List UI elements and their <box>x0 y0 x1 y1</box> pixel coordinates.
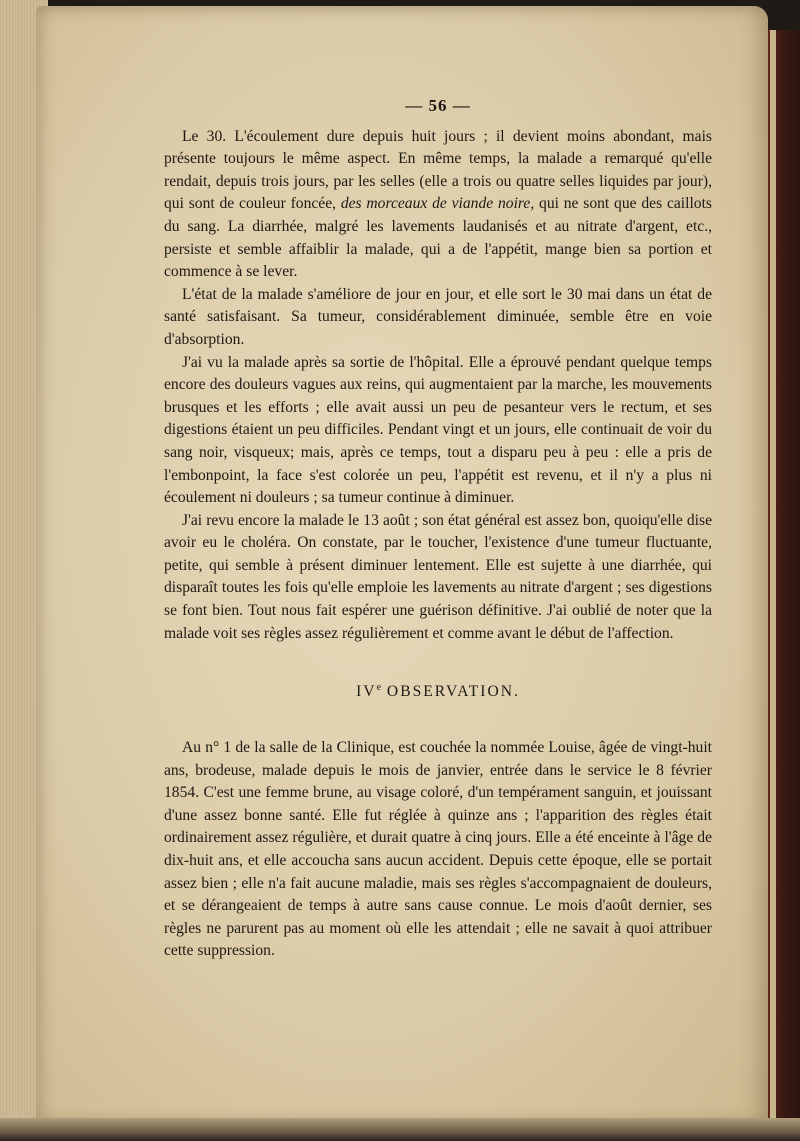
book-cover-edge <box>766 30 800 1120</box>
section-title <box>164 677 712 704</box>
page-number: — 56 — <box>405 96 471 115</box>
cover-stripe <box>770 30 776 1120</box>
paragraph-4: J'ai revu encore la malade le 13 août ; son état général est assez bon, quoiqu'elle dise avoir eu le choléra. On constate, par le toucher, l'existence d'une tumeur fluctuante, petite, qui semble à présent diminuer lentement. Elle est sujette à une diarrhée, qui disparaît toutes les fois qu'elle emploie les lavements au nitrate d'argent ; ses digestions se font bien. Tout nous fait espérer une guérison définitive. J'ai oublié de noter que la malade voit ses règles assez régulièrement et comme avant le début de l'affection. <box>164 511 712 642</box>
paragraph-1-italic: des morceaux de viande noire, <box>340 195 535 213</box>
observation-paragraph: Au n° 1 de la salle de la Clinique, est couchée la nommée Louise, âgée de vingt-huit ans, brodeuse, malade depuis le mois de janvier, entrée dans le service le 8 février 1854. C'est une femme brune, au visage coloré, d'un tempérament sanguin, et jouissant d'une assez bonne santé. Elle fut réglée à quinze ans ; l'apparition des règles était ordinairement assez régulière, et durait quatre à cinq jours. Elle a été enceinte à l'âge de dix-huit ans, et elle accoucha sans aucun accident. Depuis cette époque, elle se portait assez bien ; elle n'a fait aucune maladie, mais ses règles s'accompagnaient de douleurs, et se dérangeaient de temps à autre sans cause connue. Le mois d'août dernier, ses règles ne parurent pas au moment où elle les attendait ; elle ne savait à quoi attribuer cette suppression. <box>164 739 712 960</box>
paragraph-1-start: Le 30. L'écoulement dure depuis huit jours ; il devient moins abondant, mais présente toujours le même aspect. En même temps, la malade a remarqué qu'elle rendait, depuis trois jours, par les selles (elle a trois ou quatre selles liquides par jour), qui sont de couleur foncée, <box>164 127 712 213</box>
paragraph-2: L'état de la malade s'améliore de jour en jour, et elle sort le 30 mai dans un état de santé satisfaisant. Sa tumeur, considérablement diminuée, semble être en voie d'absorption. <box>164 285 712 348</box>
section-title-word: OBSERVATION. <box>381 683 520 701</box>
paragraph-1-end: qui ne sont que des caillots du sang. La diarrhée, malgré les lavements laudanisés et au nitrate d'argent, etc., persiste et semble affaiblir la malade, qui a de l'appétit, mange bien sa portion et commence à se lever. <box>164 195 712 281</box>
paragraph-1 <box>164 126 712 284</box>
book-bottom-edge <box>0 1118 800 1141</box>
paragraph-3: J'ai vu la malade après sa sortie de l'hôpital. Elle a éprouvé pendant quelque temps encore des douleurs vagues aux reins, qui augmentaient par la marche, les mouvements brusques et les efforts ; elle avait aussi un peu de pesanteur vers le rectum, et ses digestions étaient un peu difficiles. Pendant vingt et un jours, elle continuait de voir du sang noir, visqueux; mais, après ce temps, tout a disparu peu à peu : elle a pris de l'embonpoint, la face s'est colorée un peu, l'appétit est revenu, et il n'y a plus ni écoulement ni douleurs ; sa tumeur continue à diminuer. <box>164 353 712 507</box>
page-text <box>164 95 712 963</box>
section-title-sup: e <box>376 682 382 694</box>
section-title-number: IV <box>356 683 377 701</box>
